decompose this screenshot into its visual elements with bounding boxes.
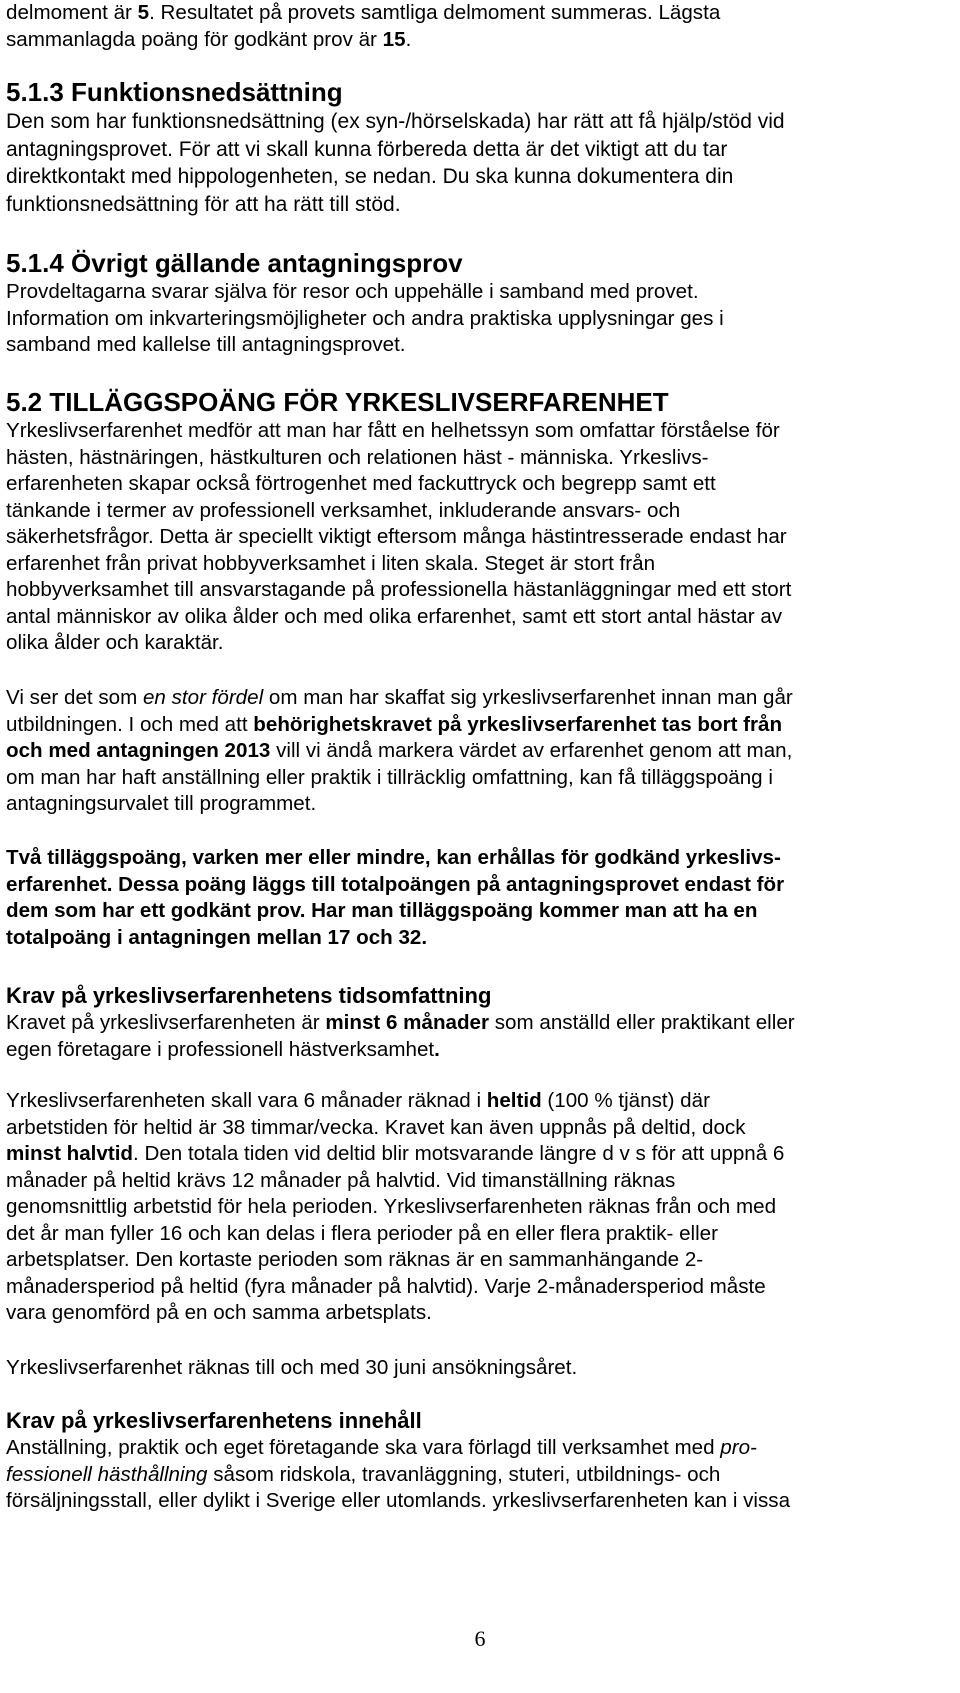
text-line: arbetsplatser. Den kortaste perioden som räknas är en sammanhängande 2- [6, 1248, 704, 1271]
section-heading: 5.1.4 Övrigt gällande antagningsprov [6, 248, 463, 278]
bold-text: Två tilläggspoäng, varken mer eller mindre, kan erhållas för godkänd yrkeslivs- [6, 846, 781, 869]
text-line: erfarenheten skapar också förtrogenhet med fackuttryck och begrepp samt ett [6, 472, 716, 495]
bonus-points-paragraph [6, 845, 956, 951]
text-line [6, 1037, 956, 1064]
text-run: . [405, 27, 412, 51]
text-line [6, 1088, 956, 1115]
bold-text: dem som har ett godkänt prov. Har man tilläggspoäng kommer man att ha en [6, 899, 758, 922]
text-run: som anställd eller praktikant eller [489, 1011, 795, 1034]
section-heading: 5.1.3 Funktionsnedsättning [6, 77, 343, 107]
text-line: olika ålder och karaktär. [6, 631, 224, 654]
text-line [6, 898, 956, 925]
text-line: försäljningsstall, eller dylikt i Sverige eller utomlands. yrkeslivserfarenheten kan i vissa [6, 1489, 791, 1512]
text-run: Kravet på yrkeslivserfarenheten är [6, 1011, 326, 1034]
text-run: . Den totala tiden vid deltid blir motsvarande längre d v s för att uppnå 6 [133, 1142, 785, 1165]
text-run: Yrkeslivserfarenheten skall vara 6 månader räknad i [6, 1089, 487, 1112]
text-run: om man har skaffat sig yrkeslivserfarenhet innan man går [263, 686, 793, 709]
text-line: säkerhetsfrågor. Detta är speciellt viktigt eftersom många hästintresserade endast har [6, 525, 787, 548]
text-line: tänkande i termer av professionell verksamhet, inkluderande ansvars- och [6, 498, 681, 522]
text-line [6, 0, 956, 27]
text-line: funktionsnedsättning för att ha rätt till stöd. [6, 192, 401, 216]
text-line: antagningsprovet. För att vi skall kunna förbereda detta är det viktigt att du tar [6, 137, 728, 161]
bold-text: 15 [382, 27, 406, 51]
text-line [6, 27, 956, 54]
text-run: sammanlagda poäng för godkänt prov är [6, 27, 383, 51]
text-run: Vi ser det som [6, 686, 143, 709]
text-line [6, 1141, 956, 1168]
text-line: månader på heltid krävs 12 månader på halvtid. Vid timanställning räknas [6, 1168, 676, 1192]
text-run: egen företagare i professionell hästverksamhet [6, 1037, 435, 1061]
text-line: om man har haft anställning eller praktik i tillräcklig omfattning, kan få tilläggspoäng i [6, 765, 773, 789]
text-run: (100 % tjänst) där [541, 1089, 710, 1112]
content-requirement-section [6, 1407, 956, 1515]
text-line [6, 845, 956, 872]
bold-text: heltid [486, 1089, 542, 1112]
text-line [6, 712, 956, 739]
page-number: 6 [474, 1626, 486, 1651]
text-line [6, 872, 956, 899]
subsection-heading: Krav på yrkeslivserfarenhetens tidsomfattning [6, 983, 492, 1008]
italic-text: fessionell hästhållning [6, 1462, 208, 1486]
experience-advantage-paragraph [6, 685, 956, 818]
text-line: Den som har funktionsnedsättning (ex syn-/hörselskada) har rätt att få hjälp/stöd vid [6, 110, 785, 133]
text-line: hästen, hästnäringen, hästkulturen och relationen häst - människa. Yrkeslivs- [6, 445, 709, 469]
text-run: vill vi ändå markera värdet av erfarenhet genom att man, [270, 739, 793, 762]
section-5-1-3 [6, 76, 956, 218]
text-run: såsom ridskola, travanläggning, stuteri, utbildnings- och [207, 1462, 721, 1486]
subsection-heading: Krav på yrkeslivserfarenhetens innehåll [6, 1408, 422, 1433]
text-run: Anställning, praktik och eget företagande ska vara förlagd till verksamhet med [6, 1436, 721, 1459]
text-line: vara genomförd på en och samma arbetsplats. [6, 1301, 432, 1324]
text-line [6, 925, 956, 952]
cutoff-date-paragraph [6, 1355, 956, 1382]
text-line: arbetstiden för heltid är 38 timmar/vecka. Kravet kan även uppnås på deltid, dock [6, 1115, 746, 1139]
text-line: genomsnittlig arbetstid för hela perioden. Yrkeslivserfarenheten räknas från och med [6, 1195, 777, 1218]
italic-text: pro- [720, 1436, 757, 1459]
bold-text: totalpoäng i antagningen mellan 17 och 32. [6, 925, 428, 949]
bold-text: minst 6 månader [325, 1011, 490, 1034]
text-line: Yrkeslivserfarenhet medför att man har fått en helhetssyn som omfattar förståelse för [6, 419, 780, 442]
text-line: erfarenhet från privat hobbyverksamhet i liten skala. Steget är stort från [6, 551, 656, 575]
bold-text: och med antagningen 2013 [6, 739, 271, 762]
bold-text: 5 [137, 1, 150, 24]
bold-text: . [434, 1037, 440, 1061]
text-line [6, 1435, 956, 1462]
section-5-2 [6, 386, 956, 657]
fulltime-paragraph [6, 1088, 956, 1327]
text-line [6, 1010, 956, 1037]
text-line: direktkontakt med hippologenheten, se nedan. Du ska kunna dokumentera din [6, 165, 734, 188]
italic-text: en stor fördel [142, 686, 264, 709]
text-line [6, 738, 956, 765]
text-run: utbildningen. I och med att [6, 712, 254, 736]
text-line: Provdeltagarna svarar själva för resor och uppehälle i samband med provet. [6, 280, 699, 303]
text-line: det år man fyller 16 och kan delas i flera perioder på en eller flera praktik- eller [6, 1221, 718, 1245]
text-line: antal människor av olika ålder och med olika erfarenhet, samt ett stort antal hästar av [6, 604, 783, 628]
time-requirement-section [6, 982, 956, 1063]
text-line: samband med kallelse till antagningsprovet. [6, 333, 406, 356]
section-5-1-4 [6, 247, 956, 359]
text-line: Yrkeslivserfarenhet räknas till och med 30 juni ansökningsåret. [6, 1356, 578, 1379]
bold-text: erfarenhet. Dessa poäng läggs till totalpoängen på antagningsprovet endast för [6, 872, 785, 896]
text-line: antagningsurvalet till programmet. [6, 792, 317, 815]
section-heading: 5.2 TILLÄGGSPOÄNG FÖR YRKESLIVSERFARENHET [6, 387, 669, 417]
text-run: delmoment är [6, 1, 138, 24]
text-line: hobbyverksamhet till ansvarstagande på professionella hästanläggningar med ett stort [6, 578, 792, 601]
intro-paragraph [6, 0, 956, 53]
bold-text: minst halvtid [6, 1142, 134, 1165]
text-line: Information om inkvarteringsmöjligheter och andra praktiska upplysningar ges i [6, 306, 724, 330]
bold-text: behörighetskravet på yrkeslivserfarenhet tas bort från [253, 712, 783, 736]
text-line [6, 1462, 956, 1489]
text-line: månadersperiod på heltid (fyra månader på halvtid). Varje 2-månadersperiod måste [6, 1274, 766, 1298]
text-line [6, 685, 956, 712]
text-run: . Resultatet på provets samtliga delmoment summeras. Lägsta [149, 1, 721, 24]
